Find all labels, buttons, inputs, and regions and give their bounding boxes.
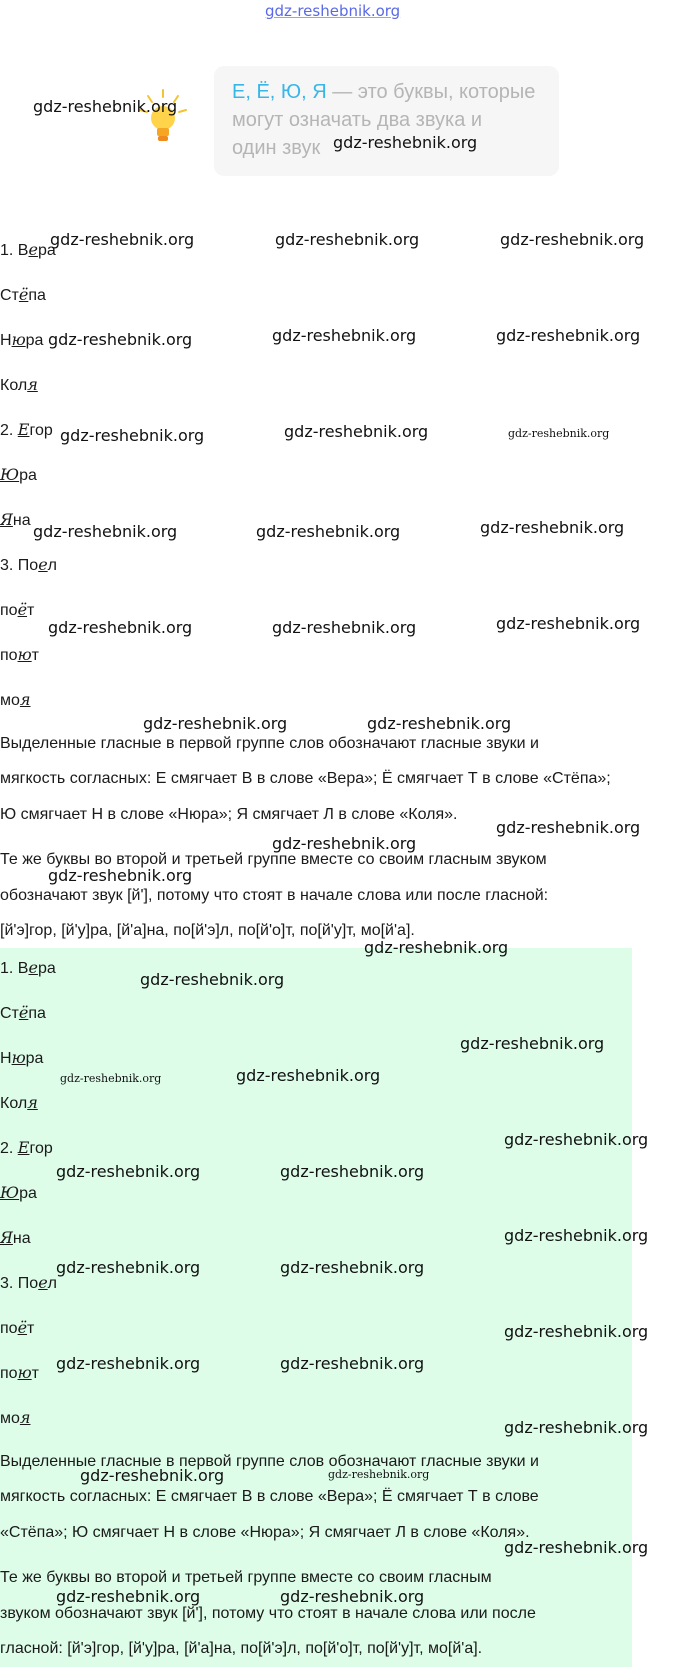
watermark-text: gdz-reshebnik.org: [33, 522, 178, 541]
watermark-text: gdz-reshebnik.org: [460, 1034, 605, 1053]
explanation-line: Те же буквы во второй и третьей группе вместе со своим гласным: [0, 1569, 492, 1586]
watermark-text: gdz-reshebnik.org: [48, 618, 193, 637]
word-poel: 3. Поел: [0, 555, 58, 574]
watermark-text: gdz-reshebnik.org: [48, 866, 193, 885]
explanation-line: Ю смягчает Н в слове «Нюра»; Я смягчает Л в слове «Коля».: [0, 806, 458, 823]
word-yura: Юра: [0, 1183, 37, 1202]
word-yura: Юра: [0, 465, 37, 484]
explanation-line: обозначают звук [й'], потому что стоят в начале слова или после гласной:: [0, 887, 549, 904]
explanation-line: Выделенные гласные в первой группе слов обозначают гласные звуки и: [0, 735, 539, 752]
word-yana: Яна: [0, 510, 31, 529]
watermark-text: gdz-reshebnik.org: [143, 714, 288, 733]
answer-block-green: [0, 948, 632, 1667]
watermark-text: gdz-reshebnik.org: [272, 326, 417, 345]
watermark-text: gdz-reshebnik.org: [140, 970, 285, 989]
word-styopa: Стёпа: [0, 1003, 46, 1022]
word-styopa: Стёпа: [0, 285, 46, 304]
word-egor: 2. Егор: [0, 1138, 53, 1157]
word-poyut: поют: [0, 1363, 39, 1382]
watermark-text: gdz-reshebnik.org: [367, 714, 512, 733]
watermark-text: gdz-reshebnik.org: [60, 426, 205, 445]
watermark-text: gdz-reshebnik.org: [504, 1226, 649, 1245]
watermark-text: gdz-reshebnik.org: [280, 1587, 425, 1606]
word-moya: моя: [0, 1408, 31, 1427]
word-nyura: Нюра: [0, 1048, 44, 1067]
watermark-text: gdz-reshebnik.org: [333, 133, 478, 152]
explanation-line: звуком обозначают звук [й'], потому что стоят в начале слова или после: [0, 1605, 536, 1622]
explanation-line: [й'э]гор, [й'у]ра, [й'а]на, по[й'э]л, по[й'о]т, по[й'у]т, мо[й'а].: [0, 922, 415, 939]
watermark-text: gdz-reshebnik.org: [280, 1354, 425, 1373]
word-vera: 1. Вера: [0, 958, 56, 977]
word-poyot: поёт: [0, 600, 35, 619]
watermark-text: gdz-reshebnik.org: [60, 1072, 162, 1085]
watermark-text: gdz-reshebnik.org: [500, 230, 645, 249]
watermark-text: gdz-reshebnik.org: [504, 1130, 649, 1149]
explanation-line: мягкость согласных: Е смягчает В в слове «Вера»; Ё смягчает Т в слове «Стёпа»;: [0, 770, 611, 787]
word-nyura: Нюра: [0, 330, 44, 349]
explanation-line: Те же буквы во второй и третьей группе вместе со своим гласным звуком: [0, 851, 547, 868]
watermark-text: gdz-reshebnik.org: [328, 1468, 430, 1481]
watermark-text: gdz-reshebnik.org: [284, 422, 429, 441]
explanation-line: «Стёпа»; Ю смягчает Н в слове «Нюра»; Я смягчает Л в слове «Коля».: [0, 1524, 530, 1541]
word-poel: 3. Поел: [0, 1273, 58, 1292]
word-kolya: Коля: [0, 1093, 38, 1112]
watermark-text: gdz-reshebnik.org: [504, 1538, 649, 1557]
rule-line-3: один звук: [232, 137, 321, 159]
explanation-line: мягкость согласных: Е смягчает В в слове «Вера»; Ё смягчает Т в слове: [0, 1488, 539, 1505]
watermark-text: gdz-reshebnik.org: [504, 1322, 649, 1341]
watermark-text: gdz-reshebnik.org: [280, 1162, 425, 1181]
word-kolya: Коля: [0, 375, 38, 394]
watermark-text: gdz-reshebnik.org: [80, 1466, 225, 1485]
watermark-text: gdz-reshebnik.org: [504, 1418, 649, 1437]
top-watermark-link[interactable]: gdz-reshebnik.org: [265, 2, 401, 20]
rule-line-2: могут означать два звука и: [232, 109, 483, 131]
watermark-text: gdz-reshebnik.org: [56, 1162, 201, 1181]
watermark-text: gdz-reshebnik.org: [496, 326, 641, 345]
watermark-text: gdz-reshebnik.org: [272, 834, 417, 853]
watermark-text: gdz-reshebnik.org: [496, 818, 641, 837]
watermark-text: gdz-reshebnik.org: [33, 97, 178, 116]
word-vera: 1. Вера: [0, 240, 56, 259]
watermark-text: gdz-reshebnik.org: [56, 1587, 201, 1606]
explanation-line: гласной: [й'э]гор, [й'у]ра, [й'а]на, по[й'э]л, по[й'о]т, по[й'у]т, мо[й'а].: [0, 1640, 483, 1657]
watermark-text: gdz-reshebnik.org: [364, 938, 509, 957]
rule-letters: Е, Ё, Ю, Я: [232, 81, 327, 103]
watermark-text: gdz-reshebnik.org: [56, 1354, 201, 1373]
word-moya: моя: [0, 690, 31, 709]
word-poyot: поёт: [0, 1318, 35, 1337]
watermark-text: gdz-reshebnik.org: [50, 230, 195, 249]
watermark-text: gdz-reshebnik.org: [496, 614, 641, 633]
rule-line-1: — это буквы, которые: [326, 81, 536, 103]
watermark-text: gdz-reshebnik.org: [508, 427, 610, 440]
watermark-text: gdz-reshebnik.org: [56, 1258, 201, 1277]
watermark-text: gdz-reshebnik.org: [236, 1066, 381, 1085]
word-yana: Яна: [0, 1228, 31, 1247]
watermark-text: gdz-reshebnik.org: [48, 330, 193, 349]
word-egor: 2. Егор: [0, 420, 53, 439]
watermark-text: gdz-reshebnik.org: [256, 522, 401, 541]
explanation-line: Выделенные гласные в первой группе слов обозначают гласные звуки и: [0, 1453, 539, 1470]
watermark-text: gdz-reshebnik.org: [272, 618, 417, 637]
watermark-text: gdz-reshebnik.org: [275, 230, 420, 249]
word-poyut: поют: [0, 645, 39, 664]
watermark-text: gdz-reshebnik.org: [480, 518, 625, 537]
watermark-text: gdz-reshebnik.org: [280, 1258, 425, 1277]
